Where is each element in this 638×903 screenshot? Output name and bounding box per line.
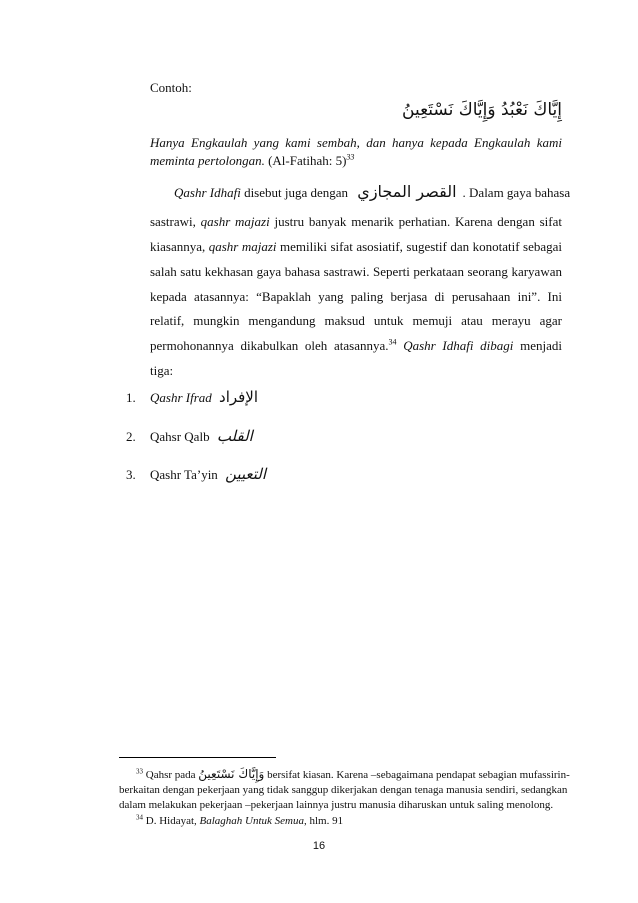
footnote-33-line-3: dalam melakukan pekerjaan –pekerjaan lainnya justru manusia diharuskan untuk saling menolong. [119,799,554,811]
paragraph-text: menjadi [513,338,562,353]
footnote-33-line-1 [136,767,570,782]
footnote-number: 33 [136,767,143,776]
term-qashr-idhafi: Qashr Idhafi [174,185,241,200]
translation-reference: (Al-Fatihah: 5) [264,153,347,168]
footnote-34 [136,814,343,828]
list-arabic: القلب [216,427,253,445]
paragraph-text: . Dalam gaya bahasa [462,185,571,200]
translation-line-2 [150,153,354,169]
paragraph-text: sastrawi, [150,214,201,229]
translation-line-1: Hanya Engkaulah yang kami sembah, dan hanya kepada Engkaulah kami [150,135,562,150]
paragraph-text: kiasannya, [150,239,209,254]
list-label: Qashr Ta’yin [150,467,218,482]
term-qashr-majazi: qashr majazi [208,239,277,254]
paragraph-line-8: tiga: [150,363,174,378]
footnote-33-line-2: berkaitan dengan pekerjaan yang tidak sanggup dikerjakan dengan tenaga manusia sendiri, sedangkan [119,784,568,796]
list-number: 1. [126,390,136,405]
paragraph-line-1 [174,182,571,201]
paragraph-text: permohonannya dikabulkan oleh atasannya. [150,338,389,353]
footnote-text: Qahsr pada [143,769,199,781]
translation-italic: meminta pertolongan. [150,153,265,168]
list-number: 3. [126,467,136,482]
paragraph-text: memiliki sifat asosiatif, sugestif dan konotatif sebagai [276,239,563,254]
paragraph-line-5: kepada atasannya: “Bapaklah yang paling berjasa di perusahaan ini”. Ini [150,289,562,304]
list-item [126,428,253,445]
paragraph-line-6: relatif, mungkin mengandung maksud untuk memuji atau merayu agar [150,313,562,328]
paragraph-line-2 [150,214,562,230]
example-label: Contoh: [150,80,192,95]
arabic-verse: إِيَّاكَ نَعْبُدُ وَإِيَّاكَ نَسْتَعِينُ [402,100,562,120]
footnote-ref-34: 34 [388,337,397,347]
list-label: Qashr Ifrad [150,390,212,405]
footnote-text: D. Hidayat, [143,815,200,827]
footnote-arabic: وَإِيَّاكَ نَسْتَعِينُ [198,767,265,781]
footnote-text: bersifat kiasan. Karena –sebagaimana pendapat sebagian mufassirin- [264,769,570,781]
arabic-qashr-majazi: القصر المجازي [357,182,457,201]
list-item [126,389,258,406]
term-qashr-idhafi: Qashr Idhafi dibagi [396,338,514,353]
footnote-ref-33: 33 [346,152,355,162]
footnote-text: , hlm. 91 [304,815,344,827]
term-qashr-majazi: qashr majazi [200,214,270,229]
list-item [126,466,266,483]
footnote-number: 34 [136,813,143,822]
list-arabic: الإفراد [219,388,259,406]
list-number: 2. [126,429,136,444]
paragraph-line-7 [150,338,562,354]
footnote-book-title: Balaghah Untuk Semua [199,815,304,827]
paragraph-text: disebut juga dengan [240,185,352,200]
paragraph-line-4: salah satu kekhasan gaya bahasa sastrawi. Seperti perkataan seorang karyawan [150,264,562,279]
page-number: 16 [312,840,326,852]
list-label: Qahsr Qalb [150,429,210,444]
paragraph-text: justru banyak menarik perhatian. Karena dengan sifat [269,214,562,229]
list-arabic: التعيين [225,465,267,483]
footnote-divider [119,757,276,758]
paragraph-line-3 [150,239,562,255]
